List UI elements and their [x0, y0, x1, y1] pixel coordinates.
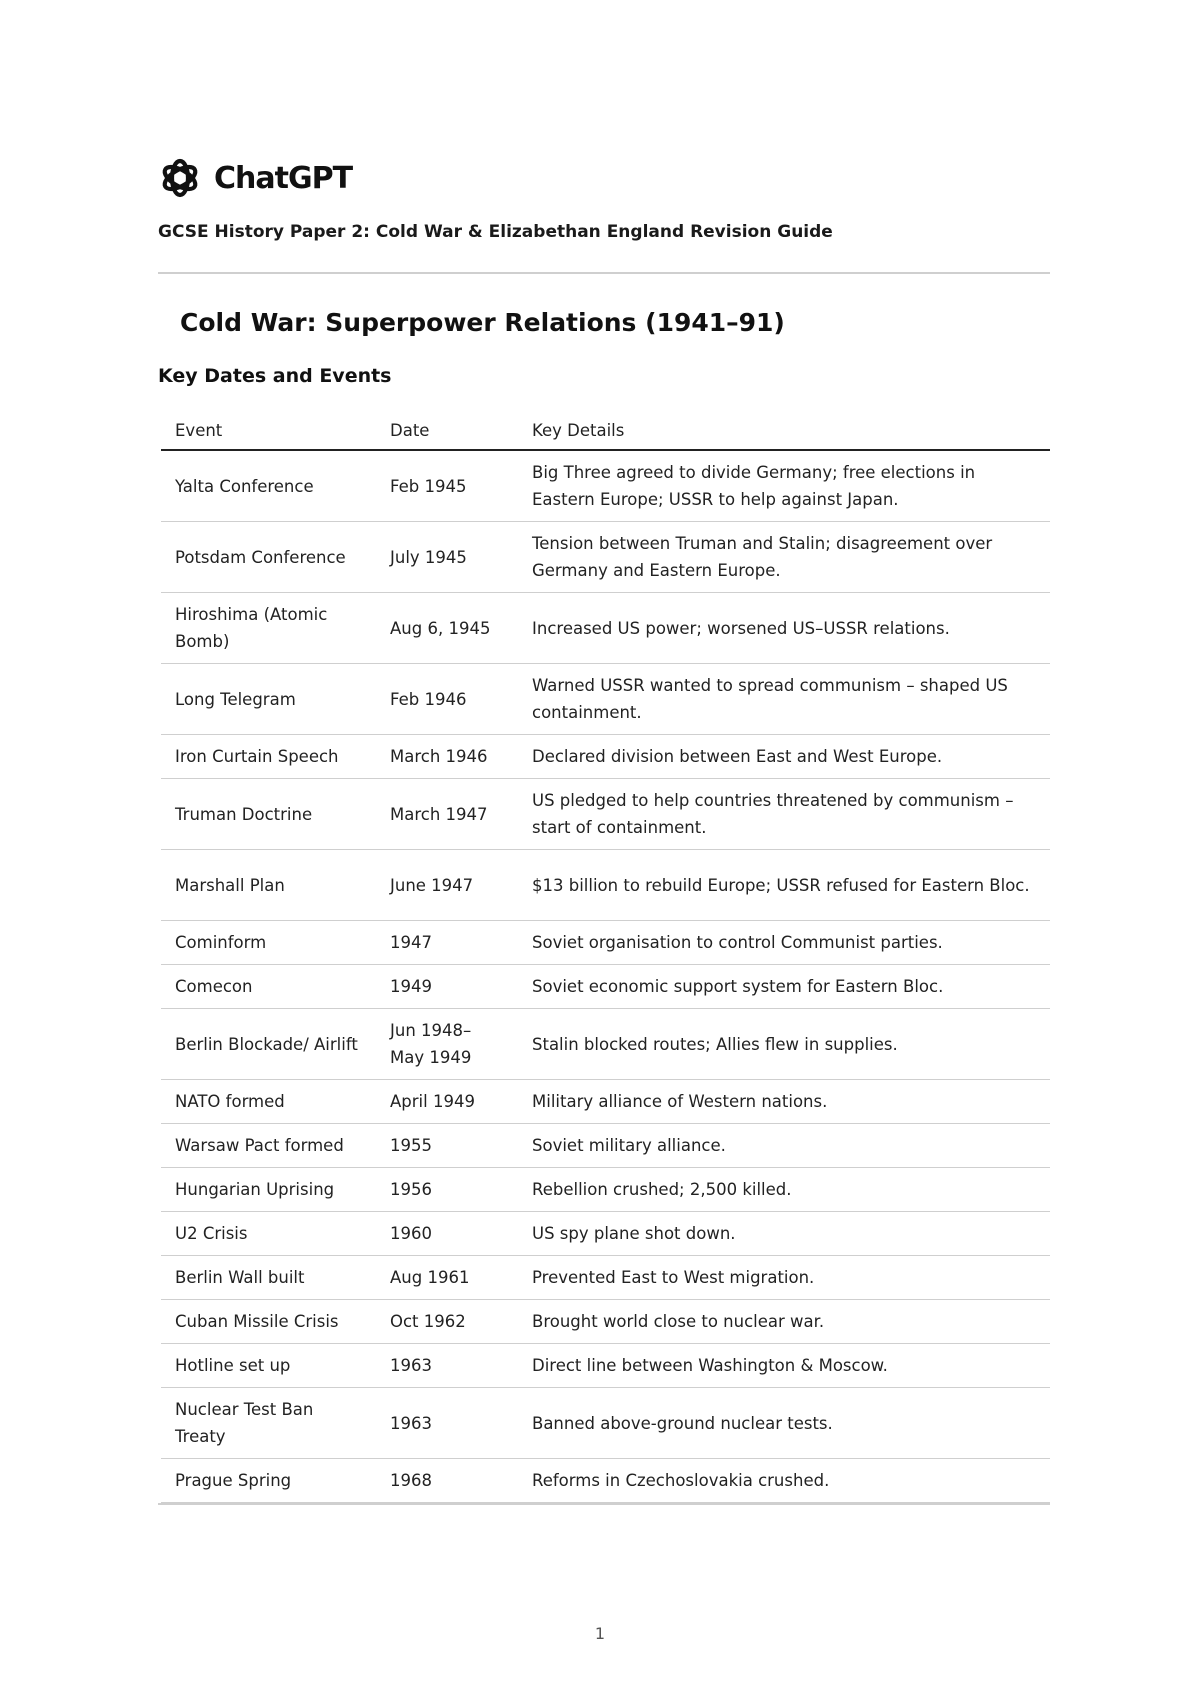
cell-event: Iron Curtain Speech: [161, 735, 376, 779]
cell-event: Prague Spring: [161, 1459, 376, 1503]
cell-date: Feb 1946: [376, 664, 518, 735]
cell-date: March 1946: [376, 735, 518, 779]
cell-date: 1947: [376, 921, 518, 965]
column-header-details: Key Details: [518, 411, 1050, 450]
cell-details: Declared division between East and West Europe.: [518, 735, 1050, 779]
table-row: [161, 1212, 1050, 1256]
cell-details: US pledged to help countries threatened by communism – start of containment.: [518, 779, 1050, 850]
cell-event: Hotline set up: [161, 1344, 376, 1388]
cell-details: Direct line between Washington & Moscow.: [518, 1344, 1050, 1388]
table-row: [161, 593, 1050, 664]
table-body: [161, 450, 1050, 1503]
cell-date: March 1947: [376, 779, 518, 850]
cell-event: Potsdam Conference: [161, 522, 376, 593]
table-row: [161, 921, 1050, 965]
cell-details: Soviet organisation to control Communist parties.: [518, 921, 1050, 965]
cell-event: Warsaw Pact formed: [161, 1124, 376, 1168]
cell-event: Hiroshima (Atomic Bomb): [161, 593, 376, 664]
section-title: Cold War: Superpower Relations (1941–91): [180, 308, 785, 337]
table-row: [161, 1344, 1050, 1388]
cell-details: Increased US power; worsened US–USSR relations.: [518, 593, 1050, 664]
table-row: [161, 1459, 1050, 1503]
cell-details: Soviet economic support system for Eastern Bloc.: [518, 965, 1050, 1009]
table-row: [161, 735, 1050, 779]
cell-event: NATO formed: [161, 1080, 376, 1124]
table-row: [161, 1080, 1050, 1124]
cell-details: Tension between Truman and Stalin; disagreement over Germany and Eastern Europe.: [518, 522, 1050, 593]
subsection-title: Key Dates and Events: [158, 365, 392, 387]
cell-details: Brought world close to nuclear war.: [518, 1300, 1050, 1344]
table-row: [161, 965, 1050, 1009]
table-row: [161, 522, 1050, 593]
cell-date: April 1949: [376, 1080, 518, 1124]
cell-event: Truman Doctrine: [161, 779, 376, 850]
cell-date: 1955: [376, 1124, 518, 1168]
table-row: [161, 850, 1050, 921]
key-dates-table: [161, 411, 1050, 1503]
cell-date: 1963: [376, 1388, 518, 1459]
cell-details: Big Three agreed to divide Germany; free elections in Eastern Europe; USSR to help against Japan.: [518, 450, 1050, 522]
page-number: 1: [594, 1624, 606, 1643]
brand-name: ChatGPT: [214, 160, 353, 196]
cell-details: US spy plane shot down.: [518, 1212, 1050, 1256]
cell-date: 1949: [376, 965, 518, 1009]
table-row: [161, 779, 1050, 850]
table-row: [161, 450, 1050, 522]
table-bottom-rule: [158, 1503, 1050, 1505]
cell-date: Jun 1948– May 1949: [376, 1009, 518, 1080]
cell-event: U2 Crisis: [161, 1212, 376, 1256]
table-row: [161, 1300, 1050, 1344]
cell-event: Berlin Blockade/ Airlift: [161, 1009, 376, 1080]
cell-details: Military alliance of Western nations.: [518, 1080, 1050, 1124]
cell-date: Aug 6, 1945: [376, 593, 518, 664]
cell-event: Berlin Wall built: [161, 1256, 376, 1300]
cell-date: Aug 1961: [376, 1256, 518, 1300]
table-row: [161, 1009, 1050, 1080]
cell-event: Nuclear Test Ban Treaty: [161, 1388, 376, 1459]
cell-event: Cuban Missile Crisis: [161, 1300, 376, 1344]
table-row: [161, 1256, 1050, 1300]
cell-date: June 1947: [376, 850, 518, 921]
cell-date: 1968: [376, 1459, 518, 1503]
cell-details: Reforms in Czechoslovakia crushed.: [518, 1459, 1050, 1503]
cell-details: Rebellion crushed; 2,500 killed.: [518, 1168, 1050, 1212]
cell-details: Banned above-ground nuclear tests.: [518, 1388, 1050, 1459]
cell-date: 1960: [376, 1212, 518, 1256]
cell-event: Comecon: [161, 965, 376, 1009]
cell-date: Feb 1945: [376, 450, 518, 522]
cell-date: 1963: [376, 1344, 518, 1388]
column-header-event: Event: [161, 411, 376, 450]
cell-event: Hungarian Uprising: [161, 1168, 376, 1212]
table-row: [161, 664, 1050, 735]
table-row: [161, 1388, 1050, 1459]
brand-header: [158, 150, 1050, 206]
document-subtitle: GCSE History Paper 2: Cold War & Elizabethan England Revision Guide: [158, 222, 833, 242]
table-row: [161, 1168, 1050, 1212]
cell-event: Long Telegram: [161, 664, 376, 735]
cell-event: Cominform: [161, 921, 376, 965]
table-header-row: [161, 411, 1050, 450]
cell-details: Stalin blocked routes; Allies flew in supplies.: [518, 1009, 1050, 1080]
cell-date: July 1945: [376, 522, 518, 593]
cell-details: Soviet military alliance.: [518, 1124, 1050, 1168]
openai-logo-icon: [158, 156, 202, 200]
cell-event: Marshall Plan: [161, 850, 376, 921]
divider: [158, 272, 1050, 274]
cell-event: Yalta Conference: [161, 450, 376, 522]
column-header-date: Date: [376, 411, 518, 450]
document-page: [158, 150, 1050, 1505]
cell-details: Warned USSR wanted to spread communism – shaped US containment.: [518, 664, 1050, 735]
cell-date: 1956: [376, 1168, 518, 1212]
table-row: [161, 1124, 1050, 1168]
cell-details: Prevented East to West migration.: [518, 1256, 1050, 1300]
cell-date: Oct 1962: [376, 1300, 518, 1344]
cell-details: $13 billion to rebuild Europe; USSR refused for Eastern Bloc.: [518, 850, 1050, 921]
